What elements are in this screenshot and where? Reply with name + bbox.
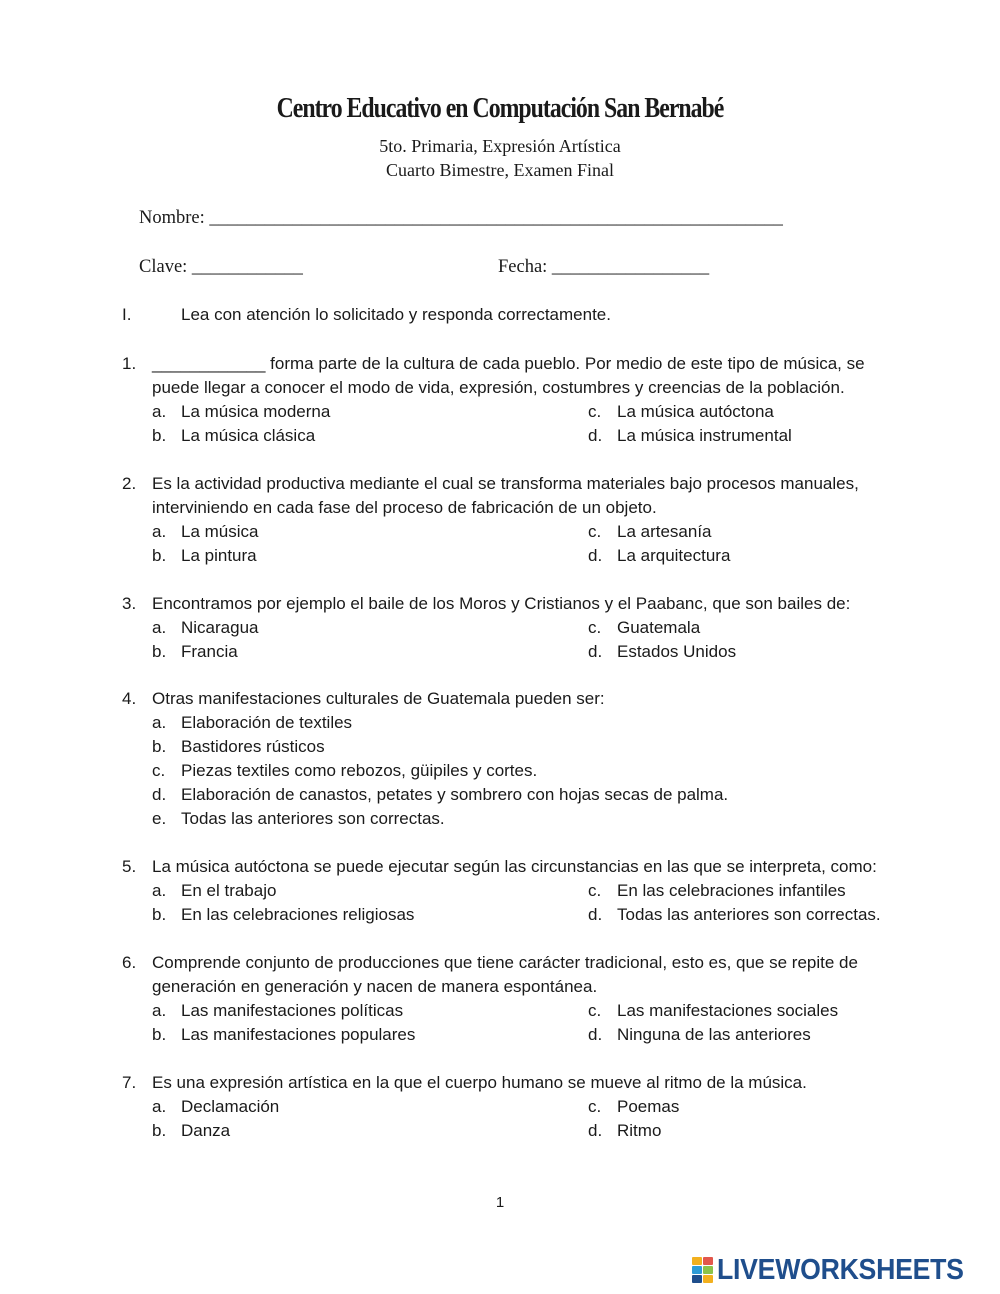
question-number: 6. [122,953,137,972]
question-7 [122,1071,912,1140]
option-text: La música clásica [181,426,316,445]
answer-option-b[interactable] [152,424,315,448]
date-field[interactable]: Fecha: _________________ [498,257,710,277]
option-text: La música moderna [181,402,331,421]
option-text: La música instrumental [617,426,792,445]
question-number: 3. [122,594,137,613]
option-letter: d. [588,1025,603,1044]
answer-option-b[interactable] [152,544,257,568]
option-text: En las celebraciones infantiles [617,881,846,900]
answer-option-a[interactable] [152,999,403,1023]
option-letter: a. [152,618,167,637]
option-text: Poemas [617,1097,680,1116]
question-5 [122,855,912,924]
option-text: Ninguna de las anteriores [617,1025,811,1044]
question-number: 4. [122,689,137,708]
answer-option-a[interactable] [152,711,352,735]
question-text-line: interviniendo en cada fase del proceso de fabricación de un objeto. [152,498,657,517]
option-letter: b. [152,1121,167,1140]
option-letter: b. [152,546,167,565]
option-letter: d. [588,546,603,565]
question-number: 7. [122,1073,137,1092]
question-text-line: puede llegar a conocer el modo de vida, expresión, costumbres y creencias de la población. [152,378,845,397]
answer-option-d[interactable] [588,640,736,664]
option-text: La música autóctona [617,402,774,421]
question-text-line: Otras manifestaciones culturales de Guatemala pueden ser: [152,689,605,708]
option-text: Todas las anteriores son correctas. [181,809,445,828]
grade-course-line: 5to. Primaria, Expresión Artística [379,136,621,156]
answer-option-c[interactable] [588,400,774,424]
answer-option-c[interactable] [588,999,838,1023]
name-field[interactable]: Nombre: ______________________________________________________________ [139,208,783,228]
code-field[interactable]: Clave: ____________ [139,257,303,277]
answer-option-c[interactable] [588,1095,679,1119]
question-number: 1. [122,354,137,373]
answer-option-c[interactable] [588,616,700,640]
section-number: I. [122,305,132,324]
option-text: Elaboración de textiles [181,713,353,732]
option-text: Las manifestaciones políticas [181,1001,404,1020]
option-letter: c. [588,522,602,541]
answer-option-b[interactable] [152,1119,230,1143]
option-letter: a. [152,1097,167,1116]
option-letter: a. [152,1001,167,1020]
option-letter: d. [588,1121,603,1140]
answer-option-e[interactable] [152,807,445,831]
option-text: En las celebraciones religiosas [181,905,415,924]
option-text: Danza [181,1121,231,1140]
answer-option-a[interactable] [152,400,330,424]
option-text: En el trabajo [181,881,277,900]
question-6 [122,951,912,1044]
option-letter: c. [588,618,602,637]
answer-option-c[interactable] [588,879,846,903]
option-letter: b. [152,905,167,924]
logo-cell [692,1275,702,1283]
question-text-line: ____________ forma parte de la cultura de cada pueblo. Por medio de este tipo de música, se [152,354,865,373]
option-letter: c. [152,761,166,780]
option-letter: a. [152,522,167,541]
option-letter: b. [152,426,167,445]
question-text-line: Encontramos por ejemplo el baile de los Moros y Cristianos y el Paabanc, que son bailes de: [152,594,851,613]
option-letter: c. [588,1097,602,1116]
option-letter: b. [152,642,167,661]
question-2 [122,472,912,565]
answer-option-b[interactable] [152,640,238,664]
page-number: 1 [495,1194,505,1211]
question-number: 5. [122,857,137,876]
option-text: La artesanía [617,522,712,541]
option-letter: d. [152,785,167,804]
option-letter: d. [588,426,603,445]
logo-cell [692,1266,702,1274]
answer-option-b[interactable] [152,735,325,759]
question-text-line: Comprende conjunto de producciones que tiene carácter tradicional, esto es, que se repite de [152,953,858,972]
option-letter: a. [152,402,167,421]
liveworksheets-logo-icon [692,1257,714,1283]
answer-option-b[interactable] [152,1023,415,1047]
logo-cell [703,1266,713,1274]
answer-option-d[interactable] [588,903,881,927]
question-text-line: Es una expresión artística en la que el cuerpo humano se mueve al ritmo de la música. [152,1073,807,1092]
option-text: Guatemala [617,618,701,637]
option-letter: a. [152,881,167,900]
answer-option-d[interactable] [588,424,792,448]
option-letter: a. [152,713,167,732]
option-letter: b. [152,737,167,756]
option-text: La pintura [181,546,257,565]
question-4 [122,687,912,828]
option-text: Declamación [181,1097,280,1116]
question-text-line: Es la actividad productiva mediante el cual se transforma materiales bajo procesos manuales, [152,474,859,493]
option-letter: c. [588,402,602,421]
logo-cell [703,1257,713,1265]
answer-option-a[interactable] [152,1095,279,1119]
option-text: Piezas textiles como rebozos, güipiles y cortes. [181,761,538,780]
answer-option-d[interactable] [588,544,730,568]
answer-option-c[interactable] [588,520,712,544]
option-text: La música [181,522,259,541]
option-letter: c. [588,1001,602,1020]
answer-option-d[interactable] [152,783,728,807]
section-instruction: Lea con atención lo solicitado y responda correctamente. [181,305,611,324]
brand-name: LIVEWORKSHEETS [717,1253,964,1286]
answer-option-a[interactable] [152,879,276,903]
school-title: Centro Educativo en Computación San Bernabé [276,92,724,124]
answer-option-a[interactable] [152,616,259,640]
term-exam-line: Cuarto Bimestre, Examen Final [386,160,614,180]
question-text-line: generación en generación y nacen de manera espontánea. [152,977,598,996]
option-letter: d. [588,642,603,661]
question-number: 2. [122,474,137,493]
liveworksheets-brand[interactable] [692,1255,985,1285]
answer-option-a[interactable] [152,520,258,544]
question-1 [122,352,912,445]
answer-option-b[interactable] [152,903,414,927]
option-letter: d. [588,905,603,924]
option-text: Nicaragua [181,618,259,637]
answer-option-d[interactable] [588,1023,811,1047]
logo-cell [692,1257,702,1265]
option-text: Todas las anteriores son correctas. [617,905,881,924]
question-3 [122,592,912,661]
option-letter: c. [588,881,602,900]
option-text: Las manifestaciones populares [181,1025,416,1044]
option-text: La arquitectura [617,546,731,565]
option-text: Bastidores rústicos [181,737,325,756]
answer-option-c[interactable] [152,759,537,783]
option-letter: e. [152,809,167,828]
option-text: Estados Unidos [617,642,737,661]
question-text-line: La música autóctona se puede ejecutar según las circunstancias en las que se interpreta, como: [152,857,877,876]
option-text: Elaboración de canastos, petates y sombrero con hojas secas de palma. [181,785,729,804]
logo-cell [703,1275,713,1283]
option-text: Las manifestaciones sociales [617,1001,839,1020]
option-text: Ritmo [617,1121,662,1140]
answer-option-d[interactable] [588,1119,661,1143]
option-letter: b. [152,1025,167,1044]
option-text: Francia [181,642,238,661]
